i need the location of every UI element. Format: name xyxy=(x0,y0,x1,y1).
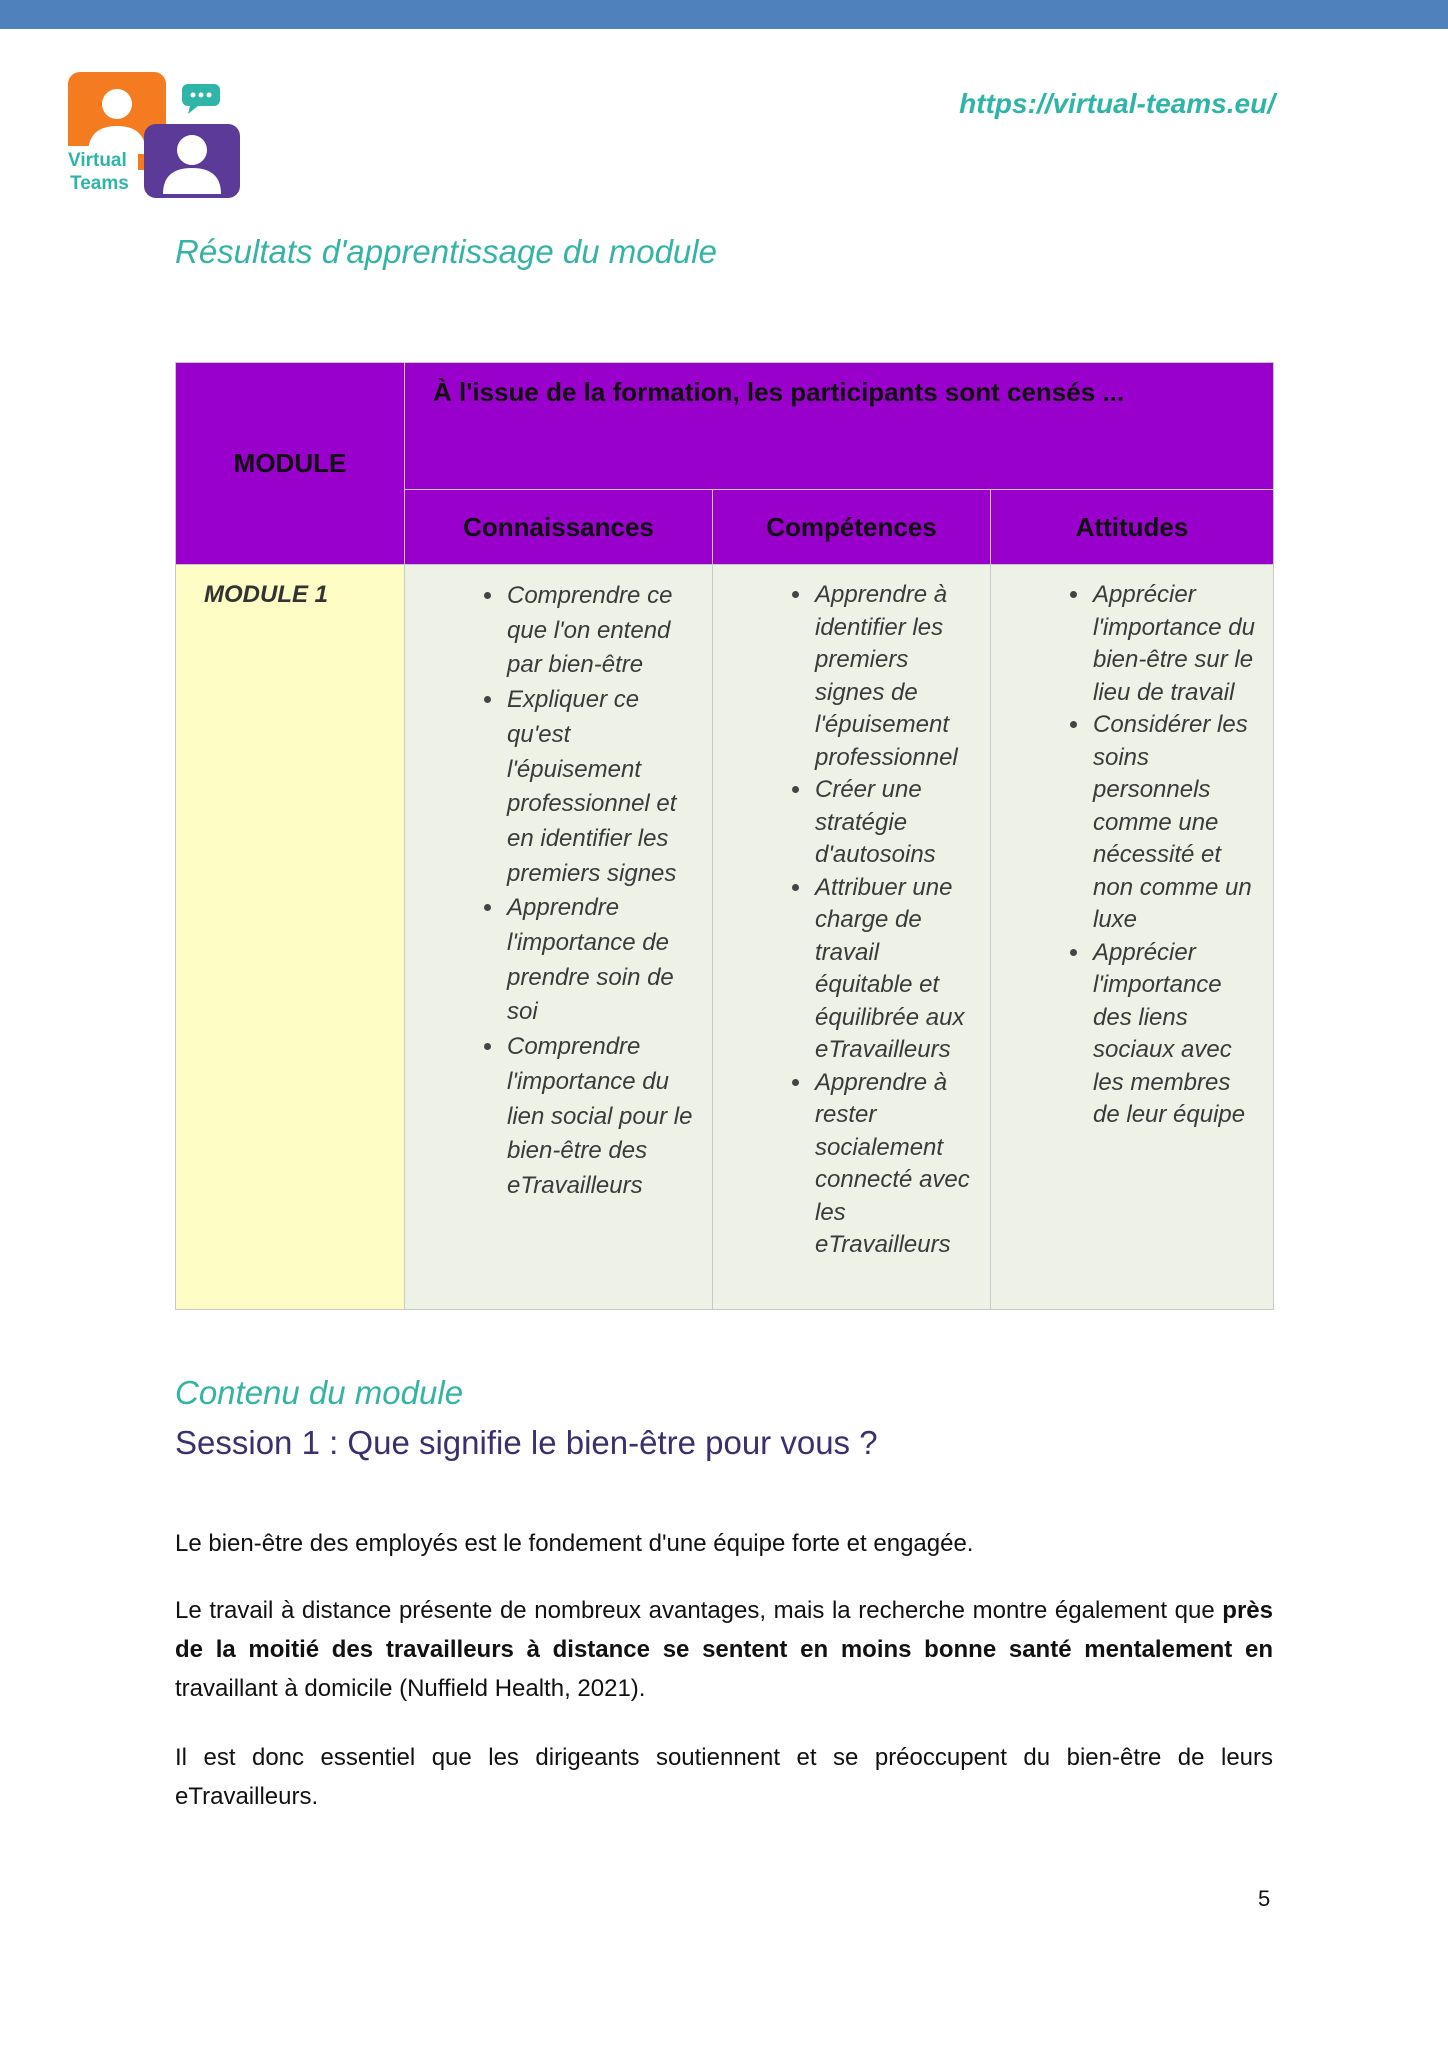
outcomes-intro-header: À l'issue de la formation, les participants sont censés ... xyxy=(405,363,1274,490)
col-header-competences: Compétences xyxy=(713,490,991,565)
list-item: • Attribuer une charge de travail équitable et équilibrée aux eTravailleurs xyxy=(813,872,976,1067)
col-header-connaissances: Connaissances xyxy=(405,490,713,565)
learning-outcomes-table xyxy=(175,362,1274,1310)
module-content-heading: Contenu du module xyxy=(175,1374,464,1411)
attitudes-cell xyxy=(991,565,1274,1310)
logo-text-teams: Teams xyxy=(70,173,129,194)
list-item: • Créer une stratégie d'autosoins xyxy=(813,774,976,872)
list-item: • Apprendre l'importance de prendre soin de soi xyxy=(505,891,698,1030)
learning-outcomes-heading: Résultats d'apprentissage du module xyxy=(175,233,717,270)
header-url-link[interactable]: https://virtual-teams.eu/ xyxy=(959,88,1275,119)
module-column-header: MODULE xyxy=(176,363,405,565)
list-item: • Expliquer ce qu'est l'épuisement professionnel et en identifier les premiers signes xyxy=(505,683,698,891)
session-1-heading: Session 1 : Que signifie le bien-être pour vous ? xyxy=(175,1424,878,1461)
page-number: 5 xyxy=(1258,1886,1271,1911)
paragraph-2-bold: près de la moitié des travailleurs à distance se sentent en moins bonne santé mentalement en xyxy=(175,1597,1273,1663)
paragraph-2 xyxy=(175,1591,1273,1708)
list-item: • Considérer les soins personnels comme une nécessité et non comme un luxe xyxy=(1091,709,1259,937)
list-item: • Comprendre ce que l'on entend par bien-être xyxy=(505,579,698,683)
logo-text-virtual: Virtual xyxy=(68,150,127,171)
virtual-teams-logo xyxy=(66,70,246,200)
list-item: • Apprendre à identifier les premiers signes de l'épuisement professionnel xyxy=(813,579,976,774)
competences-cell xyxy=(713,565,991,1310)
list-item: • Apprécier l'importance du bien-être sur le lieu de travail xyxy=(1091,579,1259,709)
top-accent-bar xyxy=(0,0,1448,29)
col-header-attitudes: Attitudes xyxy=(991,490,1274,565)
connaissances-cell xyxy=(405,565,713,1310)
paragraph-2-text-b: travaillant à domicile (Nuffield Health, 2021). xyxy=(175,1675,646,1702)
list-item: • Apprendre à rester socialement connecté avec les eTravailleurs xyxy=(813,1067,976,1262)
paragraph-2-text-a: Le travail à distance présente de nombreux avantages, mais la recherche montre également que xyxy=(175,1597,1223,1624)
paragraph-3: Il est donc essentiel que les dirigeants soutiennent et se préoccupent du bien-être de leurs eTravailleurs. xyxy=(175,1744,1273,1810)
list-item: • Apprécier l'importance des liens sociaux avec les membres de leur équipe xyxy=(1091,937,1259,1132)
paragraph-1: Le bien-être des employés est le fondement d'une équipe forte et engagée. xyxy=(175,1530,974,1557)
module-name-cell: MODULE 1 xyxy=(176,565,405,1310)
list-item: • Comprendre l'importance du lien social pour le bien-être des eTravailleurs xyxy=(505,1030,698,1204)
